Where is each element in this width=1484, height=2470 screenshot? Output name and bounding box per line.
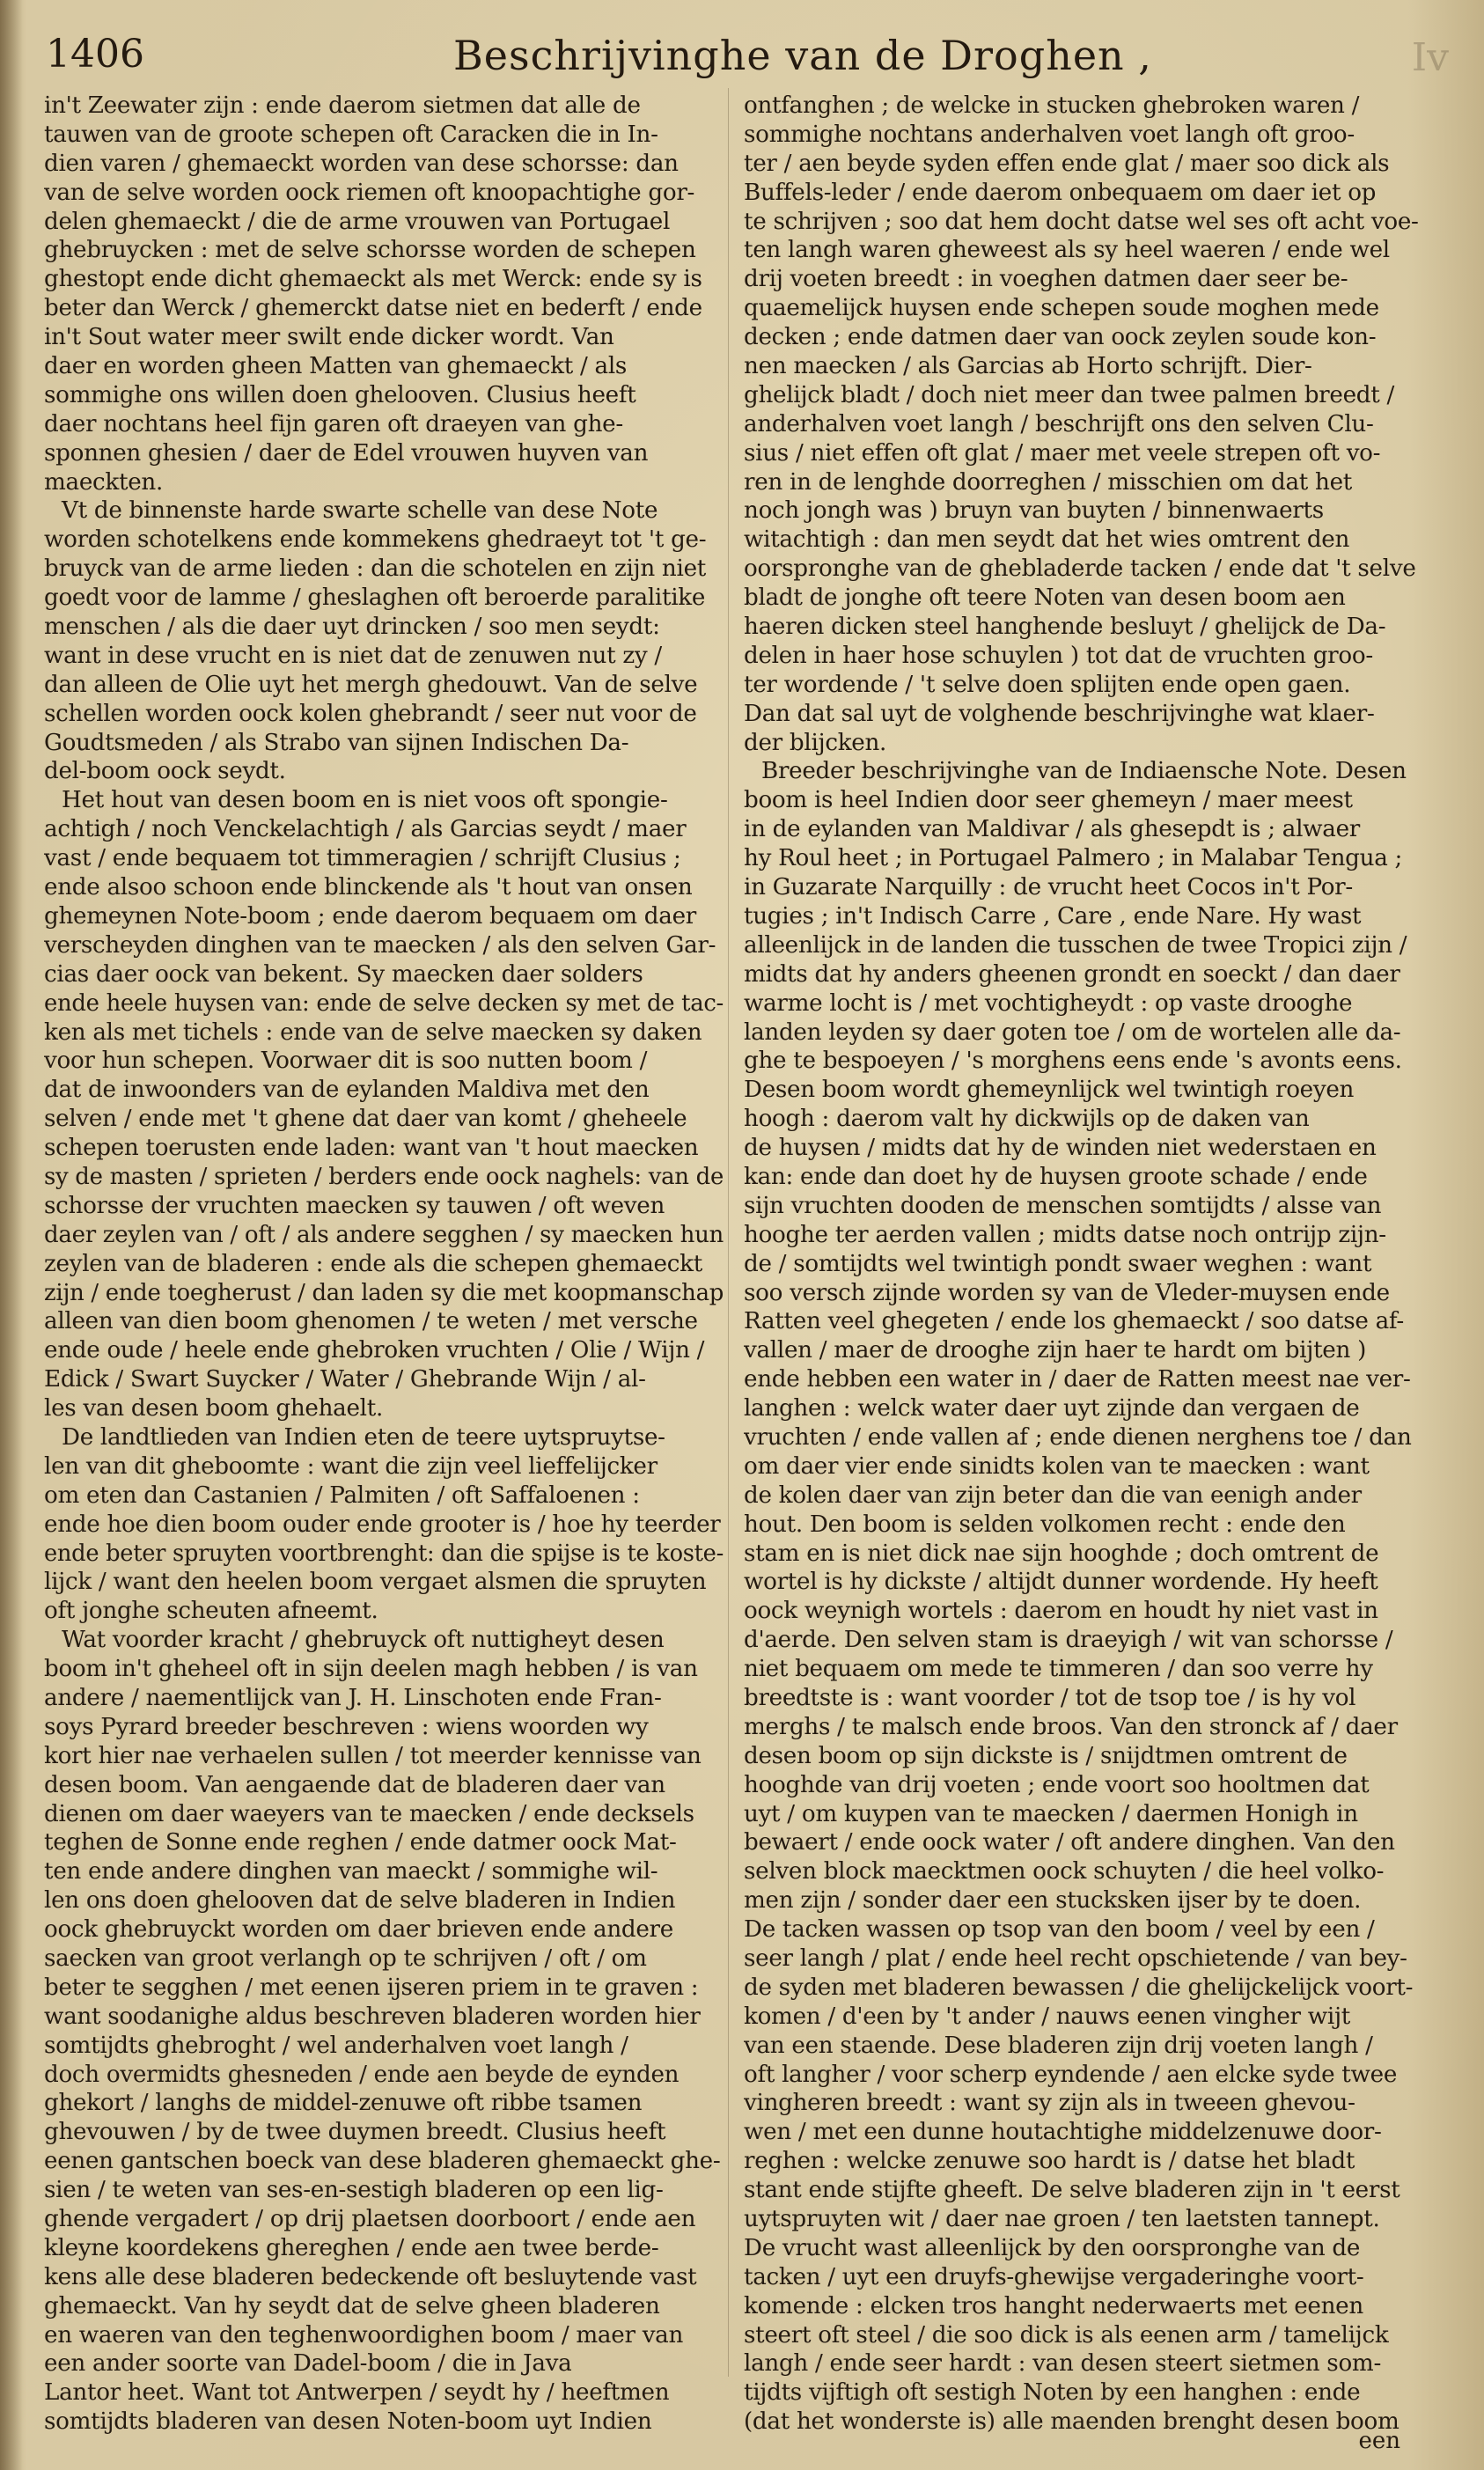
left-column-line: want soodanighe aldus beschreven bladeren worden hier	[44, 2003, 701, 2030]
left-column-line: desen boom. Van aengaende dat de bladeren daer van	[44, 1771, 665, 1798]
left-column-line: lijck / want den heelen boom vergaet alsmen die spruyten	[44, 1569, 707, 1596]
left-column-line: ten ende andere dinghen van maeckt / sommighe wil-	[44, 1858, 658, 1886]
right-column-line: vruchten / ende vallen af ; ende dienen nerghens toe / dan	[744, 1423, 1412, 1451]
right-column-line: nen maecken / als Garcias ab Horto schrijft. Dier-	[744, 353, 1312, 380]
running-title: Beschrijvinghe van de Droghen ,	[453, 32, 1152, 79]
right-column-line: sijn vruchten dooden de menschen somtijdts / alsse van	[744, 1192, 1382, 1219]
left-column-line: achtigh / noch Venckelachtigh / als Garcias seydt / maer	[44, 816, 687, 843]
right-column-line: hooghde van drij voeten ; ende voort soo hooltmen dat	[744, 1771, 1370, 1798]
right-column-line: De vrucht wast alleenlijck by den oorspronghe van de	[744, 2234, 1361, 2261]
right-column-line: te schrijven ; soo dat hem docht datse wel ses oft acht voe-	[744, 208, 1419, 235]
right-column-line: ghelijck bladt / doch niet meer dan twee palmen breedt /	[744, 381, 1395, 408]
right-column-line: vingheren breedt : want sy zijn als in tweeen ghevou-	[744, 2090, 1355, 2117]
right-column-line: d'aerde. Den selven stam is draeyigh / wit van schorsse /	[744, 1627, 1393, 1654]
right-column-line: vallen / maer de drooghe zijn haer te hardt om bijten )	[744, 1337, 1366, 1364]
right-column-line: om daer vier ende sinidts kolen van te maecken : want	[744, 1452, 1370, 1480]
right-column-line: ten langh waren gheweest als sy heel waeren / ende wel	[744, 237, 1390, 264]
right-column-line: steert oft steel / die soo dick is als eenen arm / tamelijck	[744, 2321, 1389, 2349]
right-column-line: witachtigh : dan men seydt dat het wies omtrent den	[744, 526, 1350, 554]
left-column-line: ghestopt ende dicht ghemaeckt als met Werck: ende sy is	[44, 266, 702, 293]
right-column-line: oock weynigh wortels : daerom en houdt hy niet vast in	[744, 1598, 1378, 1625]
left-column-line: sponnen ghesien / daer de Edel vrouwen huyven van	[44, 439, 649, 467]
right-column-line: hy Roul heet ; in Portugael Palmero ; in Malabar Tengua ;	[744, 845, 1403, 872]
right-column-line: soo versch zijnde worden sy van de Vleder-muysen ende	[744, 1279, 1390, 1306]
right-column-line: merghs / te malsch ende broos. Van den stronck af / daer	[744, 1713, 1398, 1740]
left-column-line: kort hier nae verhaelen sullen / tot meerder kennisse van	[44, 1742, 702, 1769]
left-column-line: alleen van dien boom ghenomen / te weten / met versche	[44, 1308, 698, 1335]
left-column-line: Goudtsmeden / als Strabo van sijnen Indischen Da-	[44, 729, 629, 756]
right-column-line: oft langher / voor scherp eyndende / aen elcke syde twee	[744, 2061, 1398, 2088]
right-column-line: selven block maecktmen oock schuyten / die heel volko-	[744, 1858, 1385, 1886]
left-column-line: ghende vergadert / op drij plaetsen doorboort / ende aen	[44, 2206, 696, 2233]
right-column-line: uyt / om kuypen van te maecken / daermen Honigh in	[744, 1800, 1358, 1827]
left-column-line: boom in't gheheel oft in sijn deelen magh hebben / is van	[44, 1656, 698, 1683]
right-column-line: warme locht is / met vochtigheydt : op vaste drooghe	[744, 989, 1353, 1017]
right-column-line: ter / aen beyde syden effen ende glat / maer soo dick als	[744, 150, 1390, 177]
right-column-line: bewaert / ende oock water / oft andere dinghen. Van den	[744, 1829, 1395, 1856]
catchword: een	[1358, 2428, 1400, 2454]
left-column-line: daer en worden gheen Matten van ghemaeckt / als	[44, 353, 628, 380]
left-column-line: zeylen van de bladeren : ende als die schepen ghemaeckt	[44, 1250, 702, 1277]
left-column-line: van de selve worden oock riemen oft knoopachtighe gor-	[44, 179, 695, 206]
left-column-line: beter te segghen / met eenen ijseren priem in te graven :	[44, 1974, 699, 2001]
left-column-line: beter dan Werck / ghemerckt datse niet en bederft / ende	[44, 295, 702, 322]
right-column-line: seer langh / plat / ende heel recht opschietende / van bey-	[744, 1945, 1407, 1972]
column-rule	[728, 88, 729, 2377]
left-column-line: eenen gantschen boeck van dese bladeren ghemaeckt ghe-	[44, 2148, 721, 2175]
right-column-line: tacken / uyt een druyfs-ghewijse vergaderinghe voort-	[744, 2263, 1364, 2290]
right-column-line: Dan dat sal uyt de volghende beschrijvinghe wat klaer-	[744, 700, 1375, 727]
left-column-line: voor hun schepen. Voorwaer dit is soo nutten boom /	[44, 1048, 648, 1075]
left-column-line: Lantor heet. Want tot Antwerpen / seydt hy / heeftmen	[44, 2379, 670, 2407]
left-column-line: dien varen / ghemaeckt worden van dese schorsse: dan	[44, 150, 679, 177]
right-column-line: van een staende. Dese bladeren zijn drij voeten langh /	[744, 2032, 1373, 2059]
left-column-line: in't Zeewater zijn : ende daerom sietmen dat alle de	[44, 92, 641, 119]
right-column-line: haeren dicken steel hanghende besluyt / ghelijck de Da-	[744, 614, 1386, 641]
right-column-line: de syden met bladeren bewassen / die ghelijckelijck voort-	[744, 1974, 1414, 2001]
right-column-line: uytspruyten wit / daer nae groen / ten laetsten tannept.	[744, 2206, 1380, 2233]
right-column-line: komende : elcken tros hanght nederwaerts met eenen	[744, 2292, 1363, 2319]
right-column-line: de / somtijdts wel twintigh pondt swaer weghen : want	[744, 1250, 1372, 1277]
right-column-line: hoogh : daerom valt hy dickwijls op de daken van	[744, 1106, 1310, 1133]
left-column-line: ende beter spruyten voortbrenght: dan die spijse is te koste-	[44, 1540, 724, 1567]
left-column-line: saecken van groot verlangh op te schrijven / oft / om	[44, 1945, 647, 1972]
right-column-line: wortel is hy dickste / altijdt dunner wordende. Hy heeft	[744, 1569, 1378, 1596]
right-column-line: ontfanghen ; de welcke in stucken ghebroken waren /	[744, 92, 1360, 119]
left-column-line: Het hout van desen boom en is niet voos oft spongie-	[62, 787, 668, 814]
right-column-line: Ratten veel ghegeten / ende los ghemaeckt / soo datse af-	[744, 1308, 1404, 1335]
right-column-line: breedtste is : want voorder / tot de tsop toe / is hy vol	[744, 1684, 1356, 1711]
left-column-line: ken als met tichels : ende van de selve maecken sy daken	[44, 1018, 702, 1046]
right-column-line: langh / ende seer hardt : van desen steert sietmen som-	[744, 2350, 1381, 2378]
left-column-line: goedt voor de lamme / gheslaghen oft beroerde paralitike	[44, 584, 706, 612]
right-column-line: decken ; ende datmen daer van oock zeylen soude kon-	[744, 324, 1377, 351]
right-column-line: boom is heel Indien door seer ghemeyn / maer meest	[744, 787, 1353, 814]
right-column-line: de kolen daer van zijn beter dan die van eenigh ander	[744, 1481, 1362, 1509]
left-column-line: sy de masten / sprieten / berders ende oock naghels: van de	[44, 1163, 724, 1190]
left-column-line: dienen om daer waeyers van te maecken / ende decksels	[44, 1800, 694, 1827]
left-column-line: doch overmidts ghesneden / ende aen beyde de eynden	[44, 2061, 680, 2088]
left-column-line: les van desen boom ghehaelt.	[44, 1395, 384, 1422]
left-column-line: tauwen van de groote schepen oft Caracken die in In-	[44, 121, 658, 148]
right-column-line: ghe te bespoeyen / 's morghens eens ende 's avonts eens.	[744, 1048, 1402, 1075]
left-column-line: De landtlieden van Indien eten de teere uytspruytse-	[62, 1423, 665, 1451]
left-column-line: kleyne koordekens ghereghen / ende aen twee berde-	[44, 2234, 659, 2261]
left-column-line: worden schotelkens ende kommekens ghedraeyt tot 't ge-	[44, 526, 707, 554]
right-column-line: oorspronghe van de ghebladerde tacken / ende dat 't selve	[744, 555, 1416, 583]
right-column-line: bladt de jonghe oft teere Noten van desen boom aen	[744, 584, 1346, 612]
right-column-line: stant ende stijfte gheeft. De selve bladeren zijn in 't eerst	[744, 2177, 1400, 2204]
left-column-line: schepen toerusten ende laden: want van 't hout maecken	[44, 1135, 699, 1162]
left-column-line: andere / naementlijck van J. H. Linschoten ende Fran-	[44, 1684, 662, 1711]
right-column-line: drij voeten breedt : in voeghen datmen daer seer be-	[744, 266, 1348, 293]
right-column-line: reghen : welcke zenuwe soo hardt is / datse het bladt	[744, 2148, 1355, 2175]
left-column-line: delen ghemaeckt / die de arme vrouwen van Portugael	[44, 208, 671, 235]
right-column-line: wen / met een dunne houtachtighe middelzenuwe door-	[744, 2119, 1382, 2146]
right-column-line: sius / niet effen oft glat / maer met veele strepen oft vo-	[744, 439, 1381, 467]
right-column-line: landen leyden sy daer goten toe / om de wortelen alle da-	[744, 1018, 1401, 1046]
right-column-line: tugies ; in't Indisch Carre , Care , ende Nare. Hy wast	[744, 902, 1362, 930]
left-column-line: vast / ende bequaem tot timmeragien / schrijft Clusius ;	[44, 845, 681, 872]
left-column-line: Wat voorder kracht / ghebruyck oft nuttigheyt desen	[62, 1627, 665, 1654]
right-column-line: in de eylanden van Maldivar / als ghesepdt is ; alwaer	[744, 816, 1360, 843]
left-column-line: del-boom oock seydt.	[44, 758, 286, 785]
right-column-line: sommighe nochtans anderhalven voet langh oft groo-	[744, 121, 1355, 148]
left-column-line: sien / te weten van ses-en-sestigh bladeren op een lig-	[44, 2177, 664, 2204]
right-column-line: der blijcken.	[744, 729, 887, 756]
left-column-line: teghen de Sonne ende reghen / ende datmer oock Mat-	[44, 1829, 677, 1856]
right-column-line: Desen boom wordt ghemeynlijck wel twintigh roeyen	[744, 1077, 1355, 1104]
right-column-line: noch jongh was ) bruyn van buyten / binnenwaerts	[744, 497, 1324, 525]
left-column-line: schellen worden oock kolen ghebrandt / seer nut voor de	[44, 700, 697, 727]
right-column-line: De tacken wassen op tsop van den boom / veel by een /	[744, 1916, 1375, 1944]
left-column-line: Edick / Swart Suycker / Water / Ghebrande Wijn / al-	[44, 1366, 646, 1393]
left-column-line: ende hoe dien boom ouder ende grooter is / hoe hy teerder	[44, 1511, 721, 1538]
right-column-line: hout. Den boom is selden volkomen recht : ende den	[744, 1511, 1346, 1538]
left-column-line: Vt de binnenste harde swarte schelle van dese Note	[62, 497, 658, 525]
left-column-line: kens alle dese bladeren bedeckende oft besluytende vast	[44, 2263, 697, 2290]
left-column-line: dat de inwoonders van de eylanden Maldiva met den	[44, 1077, 650, 1104]
left-column-line: daer nochtans heel fijn garen oft draeyen van ghe-	[44, 410, 623, 437]
right-column-line: hooghe ter aerden vallen ; midts datse noch ontrijp zijn-	[744, 1221, 1386, 1248]
left-column-line: ende alsoo schoon ende blinckende als 't hout van onsen	[44, 874, 693, 901]
right-column	[744, 92, 1423, 2437]
left-column-line: een ander soorte van Dadel-boom / die in Java	[44, 2350, 572, 2378]
left-column-line: en waeren van den teghenwoordighen boom / maer van	[44, 2321, 684, 2349]
left-column-line: maeckten.	[44, 468, 163, 496]
right-column-line: quaemelijck huysen ende schepen soude moghen mede	[744, 295, 1379, 322]
left-column-line: want in dese vrucht en is niet dat de zenuwen nut zy /	[44, 642, 662, 669]
right-column-line: ende hebben een water in / daer de Ratten meest nae ver-	[744, 1366, 1411, 1393]
left-column-line: somtijdts bladeren van desen Noten-boom uyt Indien	[44, 2408, 652, 2436]
left-column-line: om eten dan Castanien / Palmiten / oft Saffaloenen :	[44, 1481, 640, 1509]
right-column-line: Breeder beschrijvinghe van de Indiaensche Note. Desen	[761, 758, 1407, 785]
left-column-line: ghemeynen Note-boom ; ende daerom bequaem om daer	[44, 902, 696, 930]
left-column-line: len van dit gheboomte : want die zijn veel lieffelijcker	[44, 1452, 658, 1480]
right-column-line: delen in haer hose schuylen ) tot dat de vruchten groo-	[744, 642, 1373, 669]
right-column-line: komen / d'een by 't ander / nauws eenen vingher wijt	[744, 2003, 1351, 2030]
right-column-line: ter wordende / 't selve doen splijten ende open gaen.	[744, 671, 1351, 698]
left-column-line: ghemaeckt. Van hy seydt dat de selve gheen bladeren	[44, 2292, 660, 2319]
left-column-line: oock ghebruyckt worden om daer brieven ende andere	[44, 1916, 673, 1944]
left-column-line: daer zeylen van / oft / als andere segghen / sy maecken hun	[44, 1221, 724, 1248]
left-column-line: ghevouwen / by de twee duymen breedt. Clusius heeft	[44, 2119, 666, 2146]
right-column-line: de huysen / midts dat hy de winden niet wederstaen en	[744, 1135, 1377, 1162]
right-column-line: men zijn / sonder daer een stucksken ijser by te doen.	[744, 1887, 1362, 1915]
left-column-line: sommighe ons willen doen ghelooven. Clusius heeft	[44, 381, 636, 408]
right-column-line: tijdts vijftigh oft sestigh Noten by een hanghen : ende	[744, 2379, 1361, 2407]
right-column-line: kan: ende dan doet hy de huysen groote schade / ende	[744, 1163, 1368, 1190]
left-column-line: somtijdts ghebroght / wel anderhalven voet langh /	[44, 2032, 628, 2059]
right-column-line: midts dat hy anders gheenen grondt en soeckt / dan daer	[744, 960, 1400, 988]
left-column	[44, 92, 724, 2437]
left-column-line: schorsse der vruchten maecken sy tauwen / oft weven	[44, 1192, 665, 1219]
left-column-line: ende oude / heele ende ghebroken vruchten / Olie / Wijn /	[44, 1337, 705, 1364]
left-column-line: verscheyden dinghen van te maecken / als den selven Gar-	[44, 931, 716, 959]
left-column-line: zijn / ende toegherust / dan laden sy die met koopmanschap	[44, 1279, 724, 1306]
right-column-line: stam en is niet dick nae sijn hooghde ; doch omtrent de	[744, 1540, 1379, 1567]
left-column-line: ghekort / langhs de middel-zenuwe oft ribbe tsamen	[44, 2090, 643, 2117]
right-column-line: Buffels-leder / ende daerom onbequaem om daer iet op	[744, 179, 1377, 206]
right-column-line: (dat het wonderste is) alle maenden brenght desen boom	[744, 2408, 1400, 2436]
left-column-line: oft jonghe scheuten afneemt.	[44, 1598, 378, 1625]
right-column-line: in Guzarate Narquilly : de vrucht heet Cocos in't Por-	[744, 874, 1353, 901]
left-column-line: dan alleen de Olie uyt het mergh ghedouwt. Van de selve	[44, 671, 698, 698]
left-column-line: len ons doen ghelooven dat de selve bladeren in Indien	[44, 1887, 676, 1915]
right-column-line: ren in de lenghde doorreghen / misschien om dat het	[744, 468, 1353, 496]
left-column-line: ende heele huysen van: ende de selve decken sy met de tac-	[44, 989, 724, 1017]
page-number: 1406	[46, 32, 144, 77]
left-column-line: ghebruycken : met de selve schorsse worden de schepen	[44, 237, 696, 264]
right-column-line: desen boom op sijn dickste is / snijdtmen omtrent de	[744, 1742, 1348, 1769]
left-column-line: in't Sout water meer swilt ende dicker wordt. Van	[44, 324, 614, 351]
right-column-line: langhen : welck water daer uyt zijnde dan vergaen de	[744, 1395, 1360, 1422]
bleed-through-text: Iv	[1411, 35, 1449, 80]
left-column-line: cias daer oock van bekent. Sy maecken daer solders	[44, 960, 643, 988]
left-column-line: selven / ende met 't ghene dat daer van komt / gheheele	[44, 1106, 687, 1133]
right-column-line: alleenlijck in de landen die tusschen de twee Tropici zijn /	[744, 931, 1407, 959]
left-column-line: soys Pyrard breeder beschreven : wiens woorden wy	[44, 1713, 649, 1740]
gutter-shadow	[0, 0, 23, 2470]
right-column-line: niet bequaem om mede te timmeren / dan soo verre hy	[744, 1656, 1373, 1683]
right-column-line: anderhalven voet langh / beschrijft ons den selven Clu-	[744, 410, 1374, 437]
left-column-line: menschen / als die daer uyt drincken / soo men seydt:	[44, 614, 660, 641]
left-column-line: bruyck van de arme lieden : dan die schotelen en zijn niet	[44, 555, 706, 583]
